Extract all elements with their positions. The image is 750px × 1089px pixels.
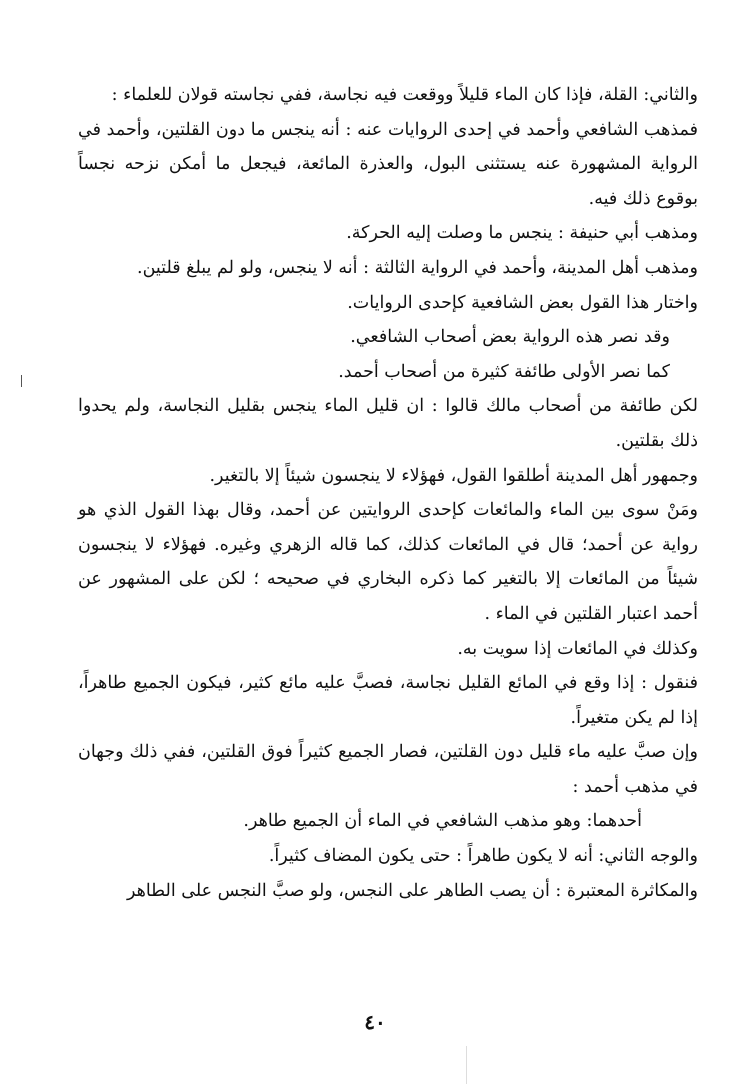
- body-text: [78, 78, 698, 908]
- paragraph-madina: ومذهب أهل المدينة، وأحمد في الرواية الثالثة : أنه لا ينجس، ولو لم يبلغ قلتين.: [137, 257, 698, 278]
- paragraph-mukathara: والمكاثرة المعتبرة : أن يصب الطاهر على النجس، ولو صبَّ النجس على الطاهر: [126, 880, 698, 901]
- paragraph-abu-hanifa: ومذهب أبي حنيفة : ينجس ما وصلت إليه الحركة.: [346, 223, 698, 244]
- binding-line: [466, 1046, 467, 1084]
- paragraph-malik-group: لكن طائفة من أصحاب مالك قالوا : ان قليل الماء ينجس بقليل النجاسة، ولم يحدوا ذلك بقلتين.: [78, 396, 698, 451]
- paragraph-shafii-ahmad: فمذهب الشافعي وأحمد في إحدى الروايات عنه : أنه ينجس ما دون القلتين، وأحمد في الرواية المشهورة عنه يستثنى البول، والعذرة المائعة، فيجعل ما أمكن نزحه نجساً بوقوع ذلك فيه.: [78, 119, 698, 209]
- paragraph-support-ahmad: كما نصر الأولى طائفة كثيرة من أصحاب أحمد.: [338, 361, 670, 382]
- page-number: ٤٠: [364, 1010, 386, 1034]
- paragraph-majority-madina: وجمهور أهل المدينة أطلقوا القول، فهؤلاء لا ينجسون شيئاً إلا بالتغير.: [209, 465, 698, 486]
- paragraph-first-view: أحدهما: وهو مذهب الشافعي في الماء أن الجميع طاهر.: [243, 811, 642, 832]
- paragraph-liquids: ومَنْ سوى بين الماء والمائعات كإحدى الروايتين عن أحمد، وقال بهذا القول الذي هو رواية عن أحمد؛ قال في المائعات كذلك، كما قاله الزهري وغيره. فهؤلاء لا ينجسون شيئاً من المائعات إلا بالتغير كما ذكره البخاري في صحيحه ؛ لكن على المشهور عن أحمد اعتبار القلتين في الماء .: [78, 500, 698, 624]
- paragraph-second-view: والثاني: القلة، فإذا كان الماء قليلاً ووقعت فيه نجاسة، ففي نجاسته قولان للعلماء :: [111, 85, 698, 105]
- paragraph-second-face: والوجه الثاني: أنه لا يكون طاهراً : حتى يكون المضاف كثيراً.: [268, 846, 698, 867]
- paragraph-support-shafii: وقد نصر هذه الرواية بعض أصحاب الشافعي.: [350, 327, 670, 348]
- paragraph-shafiiya-choice: واختار هذا القول بعض الشافعية كإحدى الروايات.: [347, 292, 698, 313]
- paragraph-two-views: وإن صبَّ عليه ماء قليل دون القلتين، فصار الجميع كثيراً فوق القلتين، ففي ذلك وجهان في مذهب أحمد :: [78, 742, 698, 797]
- margin-mark: [21, 375, 22, 387]
- paragraph-we-say: فنقول : إذا وقع في المائع القليل نجاسة، فصبَّ عليه مائع كثير، فيكون الجميع طاهراً، إذا لم يكن متغيراً.: [78, 673, 698, 728]
- paragraph-liquids-equal: وكذلك في المائعات إذا سويت به.: [457, 638, 698, 659]
